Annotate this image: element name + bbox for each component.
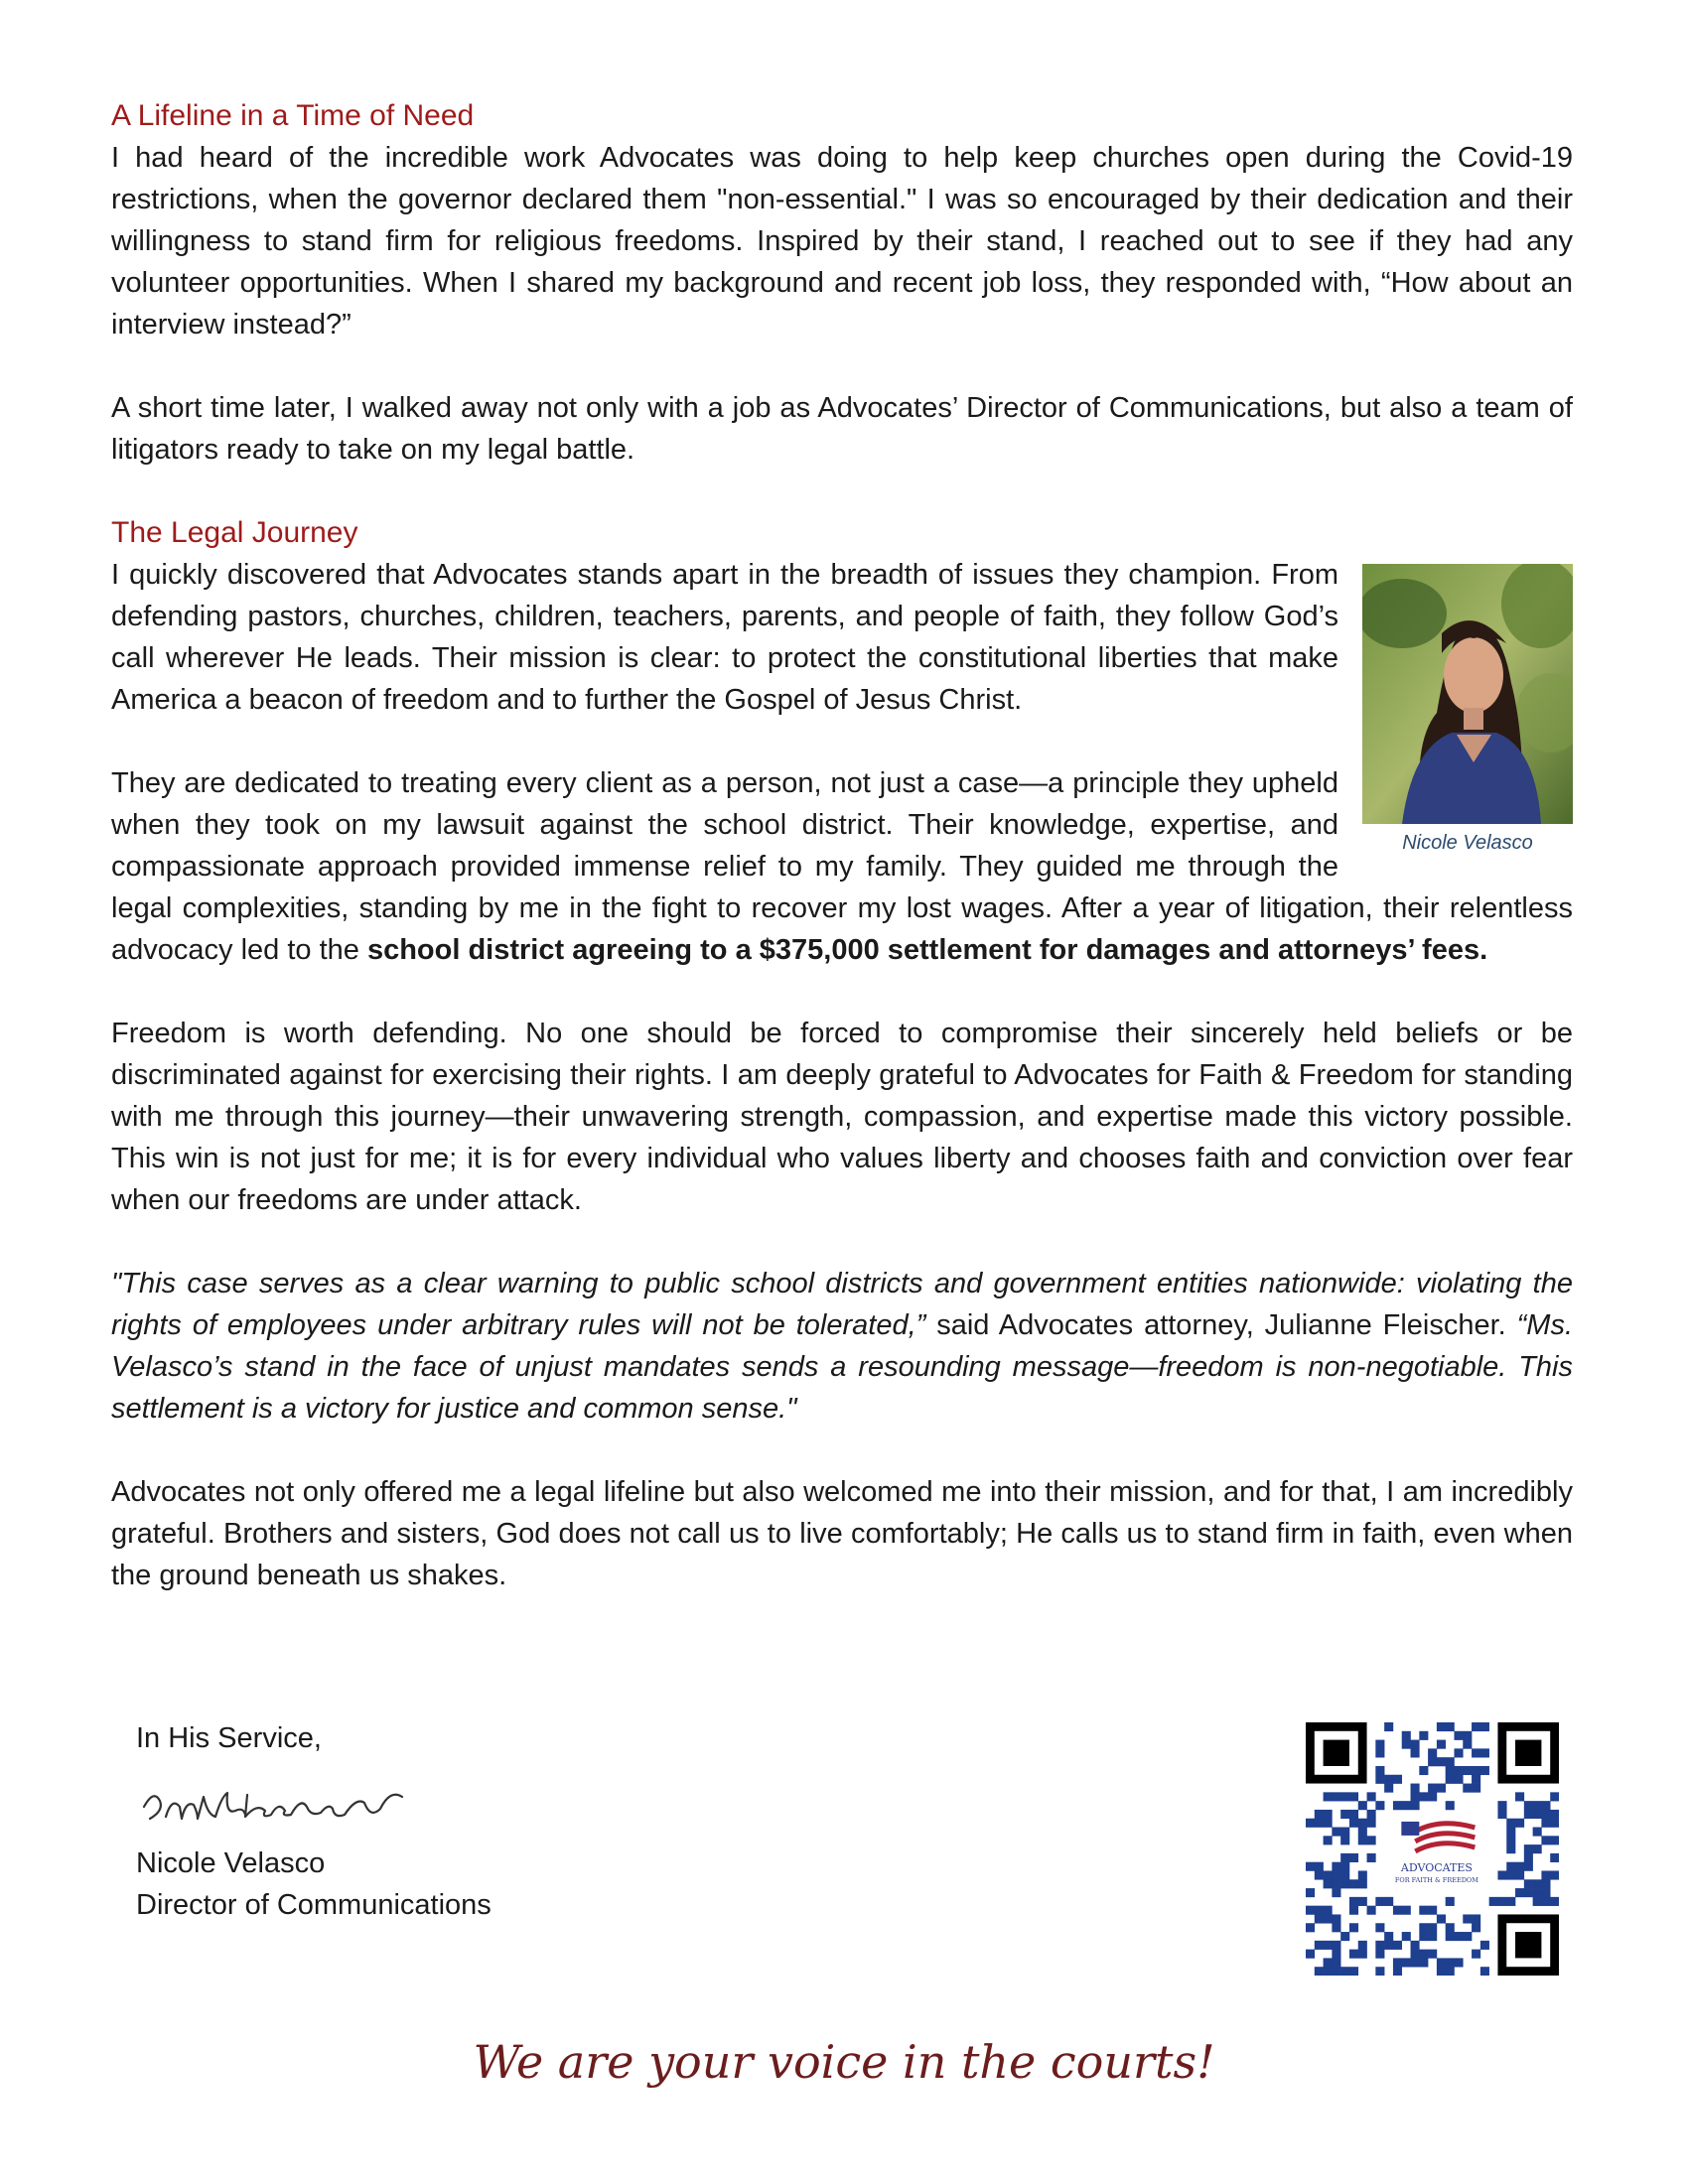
paragraph-freedom: Freedom is worth defending. No one should be forced to compromise their sincerely held beliefs or be discriminated against for exercising their rights. I am deeply grateful to Advocates for Faith & Freedom for standing with me through this journey—their unwavering strength, compassion, and expertise made this victory possible. This win is not just for me; it is for every individual who values liberty and chooses faith and conviction over fear when our freedoms are under attack. — [111, 1018, 1573, 1216]
qr-finder-pattern — [1497, 1914, 1559, 1976]
qr-code[interactable] — [1306, 1722, 1559, 1976]
letter-closing — [136, 1717, 492, 1926]
quote-part-two: “Ms. Velasco’s stand in the face of unjust mandates sends a resounding message—freedom is non-negotiable. This settlement is a victory for justice and common sense." — [111, 1309, 1573, 1425]
paragraph-mission: I quickly discovered that Advocates stands apart in the breadth of issues they champion. From defending pastors, churches, children, teachers, parents, and people of faith, they follow God’s call wherever He leads. Their mission is clear: to protect the constitutional liberties that make America a beacon of freedom and to further the Gospel of Jesus Christ. — [111, 559, 1338, 716]
portrait-caption: Nicole Velasco — [1402, 832, 1533, 854]
signer-name: Nicole Velasco — [136, 1847, 326, 1879]
qr-logo-line2: FOR FAITH & FREEDOM — [1394, 1875, 1478, 1884]
letter-body — [111, 95, 1573, 1596]
qr-finder-pattern — [1497, 1722, 1559, 1784]
qr-finder-pattern — [1306, 1722, 1367, 1784]
section-heading-legal-journey: The Legal Journey — [111, 516, 358, 549]
paragraph-settlement — [111, 762, 1573, 971]
paragraph-attorney-quote — [111, 1263, 1573, 1430]
signer-title: Director of Communications — [136, 1889, 492, 1921]
portrait-photo — [1362, 564, 1573, 824]
paragraph-gratitude: Advocates not only offered me a legal lifeline but also welcomed me into their mission, and for that, I am incredibly grateful. Brothers and sisters, God does not call us to live comfortably; He calls us to stand firm in faith, even when the ground beneath us shakes. — [111, 1476, 1573, 1591]
salutation: In His Service, — [136, 1722, 322, 1754]
settlement-highlight: school district agreeing to a $375,000 settlement for damages and attorneys’ fees. — [366, 934, 1488, 966]
section-heading-lifeline: A Lifeline in a Time of Need — [111, 99, 475, 132]
paragraph-lifeline: I had heard of the incredible work Advocates was doing to help keep churches open during the Covid-19 restrictions, when the governor declared them "non-essential." I was so encouraged by their dedication and their willingness to stand firm for religious freedoms. Inspired by their stand, I reached out to see if they had any volunteer opportunities. When I shared my background and recent job loss, they responded with, “How about an interview instead?” — [111, 142, 1573, 341]
advocates-logo-icon — [1401, 1822, 1475, 1851]
quote-part-one: "This case serves as a clear warning to public school districts and government entities nationwide: violating the rights of employees under arbitrary rules will not be tolerated,” — [111, 1268, 1573, 1341]
handwritten-signature — [136, 1767, 414, 1837]
paragraph-job-offer: A short time later, I walked away not only with a job as Advocates’ Director of Communications, but also a team of litigators ready to take on my legal battle. — [111, 392, 1573, 466]
portrait-figure — [1362, 564, 1573, 856]
settlement-text: They are dedicated to treating every client as a person, not just a case—a principle they upheld when they took on my lawsuit against the school district. Their knowledge, expertise, and compassionate approach provided immense relief to my family. They guided me through the legal complexities, standing by me in the fight to recover my lost wages. After a year of litigation, their relentless advocacy led to the — [111, 767, 1573, 966]
qr-logo-line1: ADVOCATES — [1400, 1860, 1473, 1874]
tagline: We are your voice in the courts! — [473, 2035, 1215, 2089]
quote-attribution: said Advocates attorney, Julianne Fleischer. — [925, 1309, 1517, 1341]
